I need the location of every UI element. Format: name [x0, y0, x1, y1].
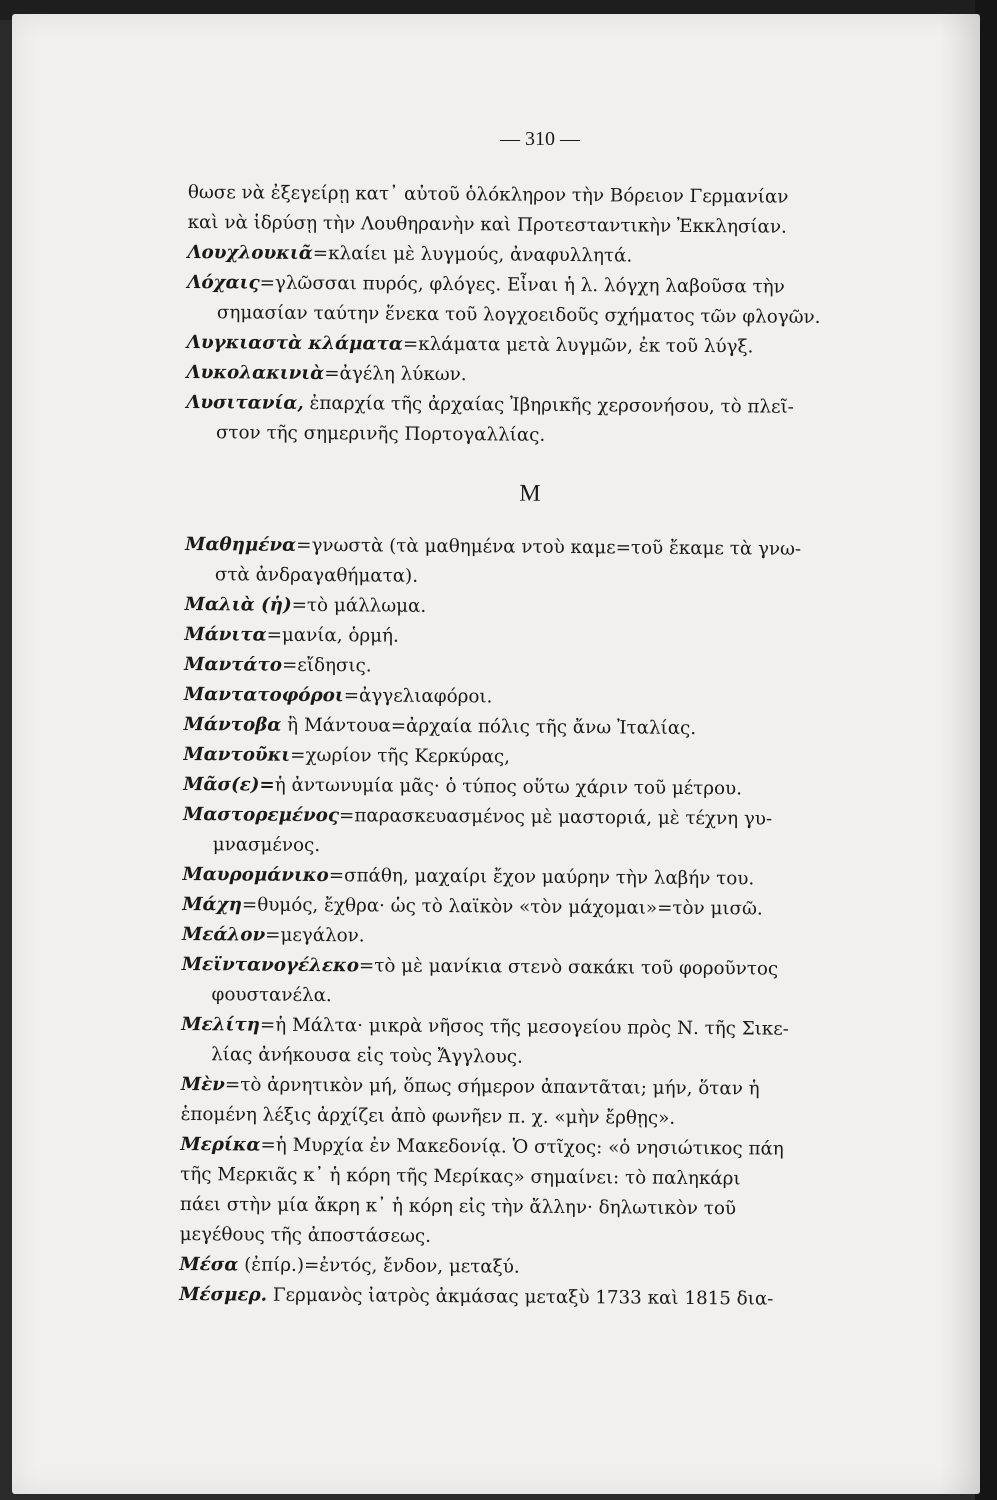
entry-headword: Μάνιτα	[184, 623, 267, 646]
dictionary-entry	[186, 388, 876, 453]
entry-definition: =χωρίον τῆς Κερκύρας,	[290, 744, 511, 768]
entry-headword: Μέσμερ.	[179, 1283, 268, 1306]
entry-definition: =μανία, ὁρμή.	[266, 624, 399, 647]
entry-headword: Λυγκιαστὰ κλάματα	[186, 331, 403, 355]
dictionary-entry	[181, 1070, 871, 1135]
entry-continuation: σημασίαν ταύτην ἕνεκα τοῦ λογχοειδοῦς σχήματος τῶν φλογῶν.	[216, 302, 821, 328]
dictionary-entry	[185, 530, 875, 595]
entry-definition: =τὸ μὲ μανίκια στενὸ σακάκι τοῦ φοροῦντος	[358, 955, 779, 980]
entry-definition: Γερμανὸς ἰατρὸς ἀκμάσας μεταξὺ 1733 καὶ 1815 δια-	[267, 1284, 774, 1310]
entry-headword: Μέσα	[179, 1253, 239, 1276]
entry-definition: =τὸ μάλλωμα.	[291, 594, 427, 617]
entry-headword: Μαστορεμένος	[182, 803, 340, 827]
entry-definition: =ἡ Μυρχία ἐν Μακεδονίᾳ. Ὁ στῖχος: «ὁ νησιώτικος πάη	[260, 1134, 784, 1160]
entry-continuation: στὰ ἀνδραγαθήματα).	[214, 564, 419, 587]
entry-headword: Μαυρομάνικο	[182, 863, 329, 887]
entry-headword: Μᾶσ(ε)=	[183, 773, 275, 796]
entry-headword: Μεάλον	[181, 923, 266, 946]
intro-paragraph	[188, 178, 878, 243]
entry-headword: Μαντάτο	[184, 653, 283, 676]
entry-headword: Μαντατοφόροι	[183, 683, 344, 707]
entry-headword: Μὲν	[180, 1073, 226, 1096]
entry-continuation: μνασμένος.	[212, 834, 321, 857]
entry-definition: ἐπαρχία τῆς ἀρχαίας Ἰβηρικῆς χερσονήσου, τὸ πλεῖ-	[303, 392, 794, 418]
dictionary-entry	[180, 1130, 871, 1255]
section-letter: M	[519, 480, 542, 507]
entry-definition: =ἀγέλη λύκων.	[324, 363, 467, 386]
entry-definition: =ἡ Μάλτα· μικρὰ νῆσος τῆς μεσογείου πρὸς Ν. τῆς Σικε-	[259, 1014, 789, 1040]
entry-continuation: πάει στὴν μία ἄκρη κ᾽ ἡ κόρη εἰς τὴν ἄλλην· δηλωτικὸν τοῦ	[179, 1193, 737, 1220]
dictionary-entry	[179, 1280, 869, 1315]
entry-headword: Μαλιὰ (ἡ)	[184, 593, 292, 616]
entry-continuation: μεγέθους τῆς ἀποστάσεως.	[179, 1223, 432, 1247]
entry-definition: (ἐπίρ.)=ἐντός, ἔνδον, μεταξύ.	[238, 1254, 520, 1278]
entry-continuation: ἑπομένη λέξις ἀρχίζει ἀπὸ φωνῆεν π. χ. «μὴν ἔρθῃς».	[180, 1103, 676, 1129]
dictionary-entry	[181, 950, 871, 1015]
entry-headword: Μεϊντανογέλεκο	[181, 953, 360, 977]
entry-continuation: λίας ἀνήκουσα εἰς τοὺς Ἄγγλους.	[211, 1044, 523, 1068]
entry-definition: =γνωστὰ (τὰ μαθημένα ντοὺ καμε=τοῦ ἔκαμε τὰ γνω-	[296, 534, 802, 560]
entry-headword: Λυσιτανία,	[186, 391, 304, 414]
entry-continuation: φουστανέλα.	[211, 984, 332, 1007]
entry-headword: Μελίτη	[181, 1013, 261, 1036]
entry-definition: =θυμός, ἔχθρα· ὡς τὸ λαϊκὸν «τὸν μάχομαι»=τὸν μισῶ.	[241, 894, 763, 920]
entry-definition: =εἴδησις.	[281, 654, 372, 677]
entry-definition: =κλαίει μὲ λυγμούς, ἀναφυλλητά.	[312, 242, 633, 267]
entry-continuation: στον τῆς σημερινῆς Πορτογαλλίας.	[215, 422, 546, 446]
page-text	[179, 178, 878, 1315]
entry-definition: =τὸ ἀρνητικὸν μή, ὅπως σήμερον ἀπαντᾶται; μήν, ὅταν ἡ	[224, 1074, 760, 1100]
entry-definition: =κλάματα μετὰ λυγμῶν, ἐκ τοῦ λύγξ.	[402, 333, 754, 358]
entry-definition: =ἀγγελιαφόροι.	[343, 685, 493, 708]
entry-definition: =σπάθη, μαχαίρι ἔχον μαύρην τὴν λαβήν του.	[328, 865, 755, 890]
entry-headword: Μαθημένα	[185, 533, 297, 556]
dictionary-entry	[187, 268, 877, 333]
entry-headword: Λουχλουκιᾶ	[187, 241, 313, 264]
entry-definition: =παρασκευασμένος μὲ μαστοριά, μὲ τέχνη γυ-	[338, 805, 773, 830]
entry-definition: ἡ ἀντωνυμία μᾶς· ὁ τύπος οὕτω χάριν τοῦ μέτρου.	[274, 774, 743, 800]
entry-headword: Λυκολακινιὰ	[186, 361, 325, 385]
text-line: θωσε νὰ ἐξεγείρῃ κατ᾽ αὐτοῦ ὁλόκληρον τὴν Βόρειον Γερμανίαν	[187, 181, 789, 208]
dictionary-entry	[183, 800, 873, 865]
entry-headword: Μάντοβα	[183, 713, 282, 736]
entry-continuation: τῆς Μερκιᾶς κ᾽ ἡ κόρη τῆς Μερίκας» σημαίνει: τὸ παληκάρι	[180, 1163, 741, 1190]
entry-headword: Μάχη	[182, 893, 242, 916]
text-line: καὶ νὰ ἱδρύσῃ τὴν Λουθηρανὴν καὶ Προτεσταντικὴν Ἐκκλησίαν.	[187, 211, 787, 238]
entry-definition: ἢ Μάντουα=ἀρχαία πόλις τῆς ἄνω Ἰταλίας.	[281, 714, 697, 740]
entry-headword: Μαντοῦκι	[183, 743, 291, 766]
dictionary-entry	[181, 1010, 871, 1075]
page-number: — 310 —	[500, 128, 580, 150]
page-bleed-shadow	[940, 14, 980, 1494]
entry-definition: =γλῶσσαι πυρός, φλόγες. Εἶναι ἡ λ. λόγχη λαβοῦσα τὴν	[259, 272, 785, 298]
entry-headword: Λόχαις	[187, 271, 260, 294]
entry-headword: Μερίκα	[180, 1133, 261, 1156]
entry-definition: =μεγάλον.	[265, 924, 365, 947]
